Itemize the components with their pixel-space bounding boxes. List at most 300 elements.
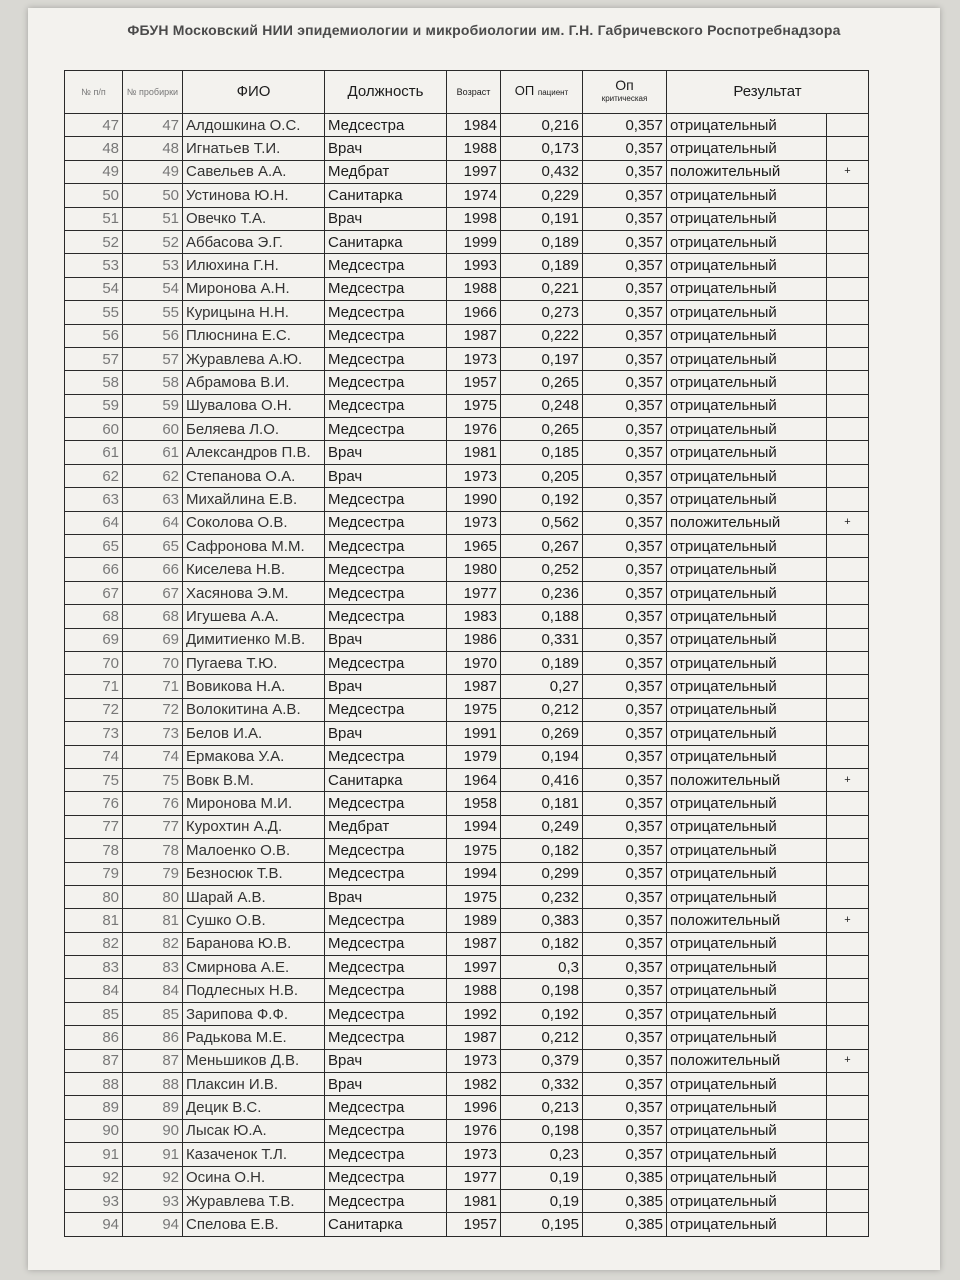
row-op-critical: 0,357 [583,347,667,370]
row-num: 78 [65,839,123,862]
row-op-critical: 0,357 [583,511,667,534]
row-result: положительный [667,768,827,791]
row-name: Плаксин И.В. [183,1073,325,1096]
row-op-critical: 0,357 [583,932,667,955]
row-result: отрицательный [667,347,827,370]
row-num: 90 [65,1119,123,1142]
row-position: Медсестра [325,932,447,955]
row-mark [827,137,869,160]
row-position: Медсестра [325,1166,447,1189]
row-result: отрицательный [667,1166,827,1189]
row-mark [827,277,869,300]
row-num: 55 [65,301,123,324]
row-tube: 67 [123,581,183,604]
row-op-critical: 0,357 [583,698,667,721]
row-op-critical: 0,357 [583,675,667,698]
row-position: Медсестра [325,558,447,581]
row-name: Сушко О.В. [183,909,325,932]
row-tube: 62 [123,464,183,487]
row-op-critical: 0,357 [583,394,667,417]
row-position: Медсестра [325,277,447,300]
row-tube: 86 [123,1026,183,1049]
row-age: 1975 [447,394,501,417]
row-result: отрицательный [667,371,827,394]
row-name: Сафронова М.М. [183,535,325,558]
row-mark [827,1166,869,1189]
row-age: 1977 [447,581,501,604]
row-num: 84 [65,979,123,1002]
row-mark [827,1096,869,1119]
row-result: отрицательный [667,324,827,347]
row-mark [827,675,869,698]
row-age: 1974 [447,184,501,207]
row-mark [827,1213,869,1236]
row-num: 63 [65,488,123,511]
row-num: 69 [65,628,123,651]
row-name: Степанова О.А. [183,464,325,487]
row-op-patient: 0,198 [501,1119,583,1142]
row-mark [827,979,869,1002]
row-num: 81 [65,909,123,932]
row-op-critical: 0,357 [583,1026,667,1049]
row-tube: 72 [123,698,183,721]
row-op-patient: 0,182 [501,932,583,955]
row-op-critical: 0,385 [583,1189,667,1212]
row-position: Медсестра [325,839,447,862]
row-tube: 54 [123,277,183,300]
table-row [65,792,869,815]
row-op-critical: 0,357 [583,956,667,979]
row-name: Савельев А.А. [183,160,325,183]
row-name: Ермакова У.А. [183,745,325,768]
header-op-patient [501,71,583,114]
header-op-critical-main: Оп [615,77,634,93]
table-row [65,1026,869,1049]
row-result: отрицательный [667,651,827,674]
row-tube: 73 [123,722,183,745]
row-tube: 76 [123,792,183,815]
row-age: 1986 [447,628,501,651]
row-op-critical: 0,357 [583,488,667,511]
row-tube: 63 [123,488,183,511]
row-name: Журавлева А.Ю. [183,347,325,370]
table-row [65,1213,869,1236]
table-row [65,441,869,464]
row-age: 1991 [447,722,501,745]
row-position: Медсестра [325,488,447,511]
table-row [65,347,869,370]
row-tube: 53 [123,254,183,277]
row-num: 49 [65,160,123,183]
row-position: Медсестра [325,1096,447,1119]
row-result: отрицательный [667,207,827,230]
row-mark [827,581,869,604]
row-num: 88 [65,1073,123,1096]
row-name: Шарай А.В. [183,885,325,908]
row-mark [827,885,869,908]
row-result: отрицательный [667,254,827,277]
row-num: 73 [65,722,123,745]
row-result: отрицательный [667,137,827,160]
row-op-critical: 0,357 [583,979,667,1002]
row-age: 1957 [447,371,501,394]
row-num: 59 [65,394,123,417]
row-tube: 50 [123,184,183,207]
row-num: 71 [65,675,123,698]
row-tube: 56 [123,324,183,347]
row-age: 1981 [447,1189,501,1212]
row-mark: + [827,1049,869,1072]
row-tube: 68 [123,605,183,628]
row-tube: 59 [123,394,183,417]
row-position: Медсестра [325,114,447,137]
row-op-patient: 0,194 [501,745,583,768]
row-mark [827,114,869,137]
row-tube: 91 [123,1143,183,1166]
row-position: Медсестра [325,254,447,277]
row-result: отрицательный [667,581,827,604]
row-op-critical: 0,357 [583,768,667,791]
row-age: 1994 [447,862,501,885]
row-num: 52 [65,230,123,253]
row-num: 82 [65,932,123,955]
row-op-patient: 0,19 [501,1166,583,1189]
row-num: 51 [65,207,123,230]
row-age: 1992 [447,1002,501,1025]
row-age: 1997 [447,956,501,979]
table-row [65,535,869,558]
row-op-critical: 0,357 [583,628,667,651]
row-tube: 81 [123,909,183,932]
row-op-critical: 0,357 [583,1143,667,1166]
row-op-patient: 0,191 [501,207,583,230]
row-result: отрицательный [667,488,827,511]
header-age: Возраст [447,71,501,114]
row-tube: 87 [123,1049,183,1072]
row-num: 53 [65,254,123,277]
row-tube: 49 [123,160,183,183]
row-num: 80 [65,885,123,908]
row-position: Врач [325,628,447,651]
row-op-critical: 0,357 [583,160,667,183]
row-mark [827,488,869,511]
row-age: 1975 [447,885,501,908]
row-op-critical: 0,357 [583,558,667,581]
row-num: 66 [65,558,123,581]
row-num: 86 [65,1026,123,1049]
row-position: Медсестра [325,862,447,885]
row-tube: 64 [123,511,183,534]
table-row [65,651,869,674]
row-age: 1976 [447,418,501,441]
row-num: 70 [65,651,123,674]
row-mark [827,839,869,862]
row-mark [827,932,869,955]
row-age: 1999 [447,230,501,253]
row-result: отрицательный [667,184,827,207]
row-name: Устинова Ю.Н. [183,184,325,207]
row-position: Медсестра [325,979,447,1002]
row-op-patient: 0,232 [501,885,583,908]
row-position: Медсестра [325,511,447,534]
row-age: 1973 [447,1143,501,1166]
row-op-critical: 0,357 [583,207,667,230]
row-position: Медсестра [325,1143,447,1166]
row-num: 75 [65,768,123,791]
row-position: Врач [325,722,447,745]
row-position: Врач [325,441,447,464]
row-tube: 65 [123,535,183,558]
row-op-critical: 0,357 [583,535,667,558]
row-age: 1990 [447,488,501,511]
row-result: отрицательный [667,932,827,955]
row-op-patient: 0,265 [501,418,583,441]
row-mark [827,418,869,441]
row-mark [827,371,869,394]
table-row [65,675,869,698]
row-mark [827,254,869,277]
row-result: отрицательный [667,464,827,487]
row-tube: 83 [123,956,183,979]
table-row [65,1119,869,1142]
row-op-patient: 0,222 [501,324,583,347]
row-result: отрицательный [667,277,827,300]
header-op-patient-sub: пациент [537,88,569,97]
row-position: Врач [325,1073,447,1096]
row-age: 1980 [447,558,501,581]
row-name: Алдошкина О.С. [183,114,325,137]
row-result: отрицательный [667,418,827,441]
row-op-patient: 0,198 [501,979,583,1002]
row-op-critical: 0,357 [583,651,667,674]
row-name: Игушева А.А. [183,605,325,628]
row-result: отрицательный [667,862,827,885]
row-name: Беляева Л.О. [183,418,325,441]
row-age: 1996 [447,1096,501,1119]
row-op-patient: 0,332 [501,1073,583,1096]
row-op-patient: 0,212 [501,698,583,721]
row-tube: 78 [123,839,183,862]
row-op-critical: 0,357 [583,1002,667,1025]
row-name: Хасянова Э.М. [183,581,325,604]
row-position: Медсестра [325,394,447,417]
row-result: отрицательный [667,1119,827,1142]
row-num: 61 [65,441,123,464]
row-result: отрицательный [667,230,827,253]
row-op-patient: 0,205 [501,464,583,487]
row-mark [827,651,869,674]
row-op-patient: 0,189 [501,230,583,253]
row-name: Подлесных Н.В. [183,979,325,1002]
row-op-critical: 0,357 [583,277,667,300]
header-position: Должность [325,71,447,114]
row-mark [827,558,869,581]
row-name: Миронова М.И. [183,792,325,815]
table-row [65,418,869,441]
row-op-patient: 0,249 [501,815,583,838]
row-tube: 82 [123,932,183,955]
row-position: Медсестра [325,698,447,721]
header-op-critical [583,71,667,114]
row-name: Децик В.С. [183,1096,325,1119]
row-tube: 55 [123,301,183,324]
row-mark: + [827,511,869,534]
table-row [65,184,869,207]
row-age: 1966 [447,301,501,324]
row-name: Михайлина Е.В. [183,488,325,511]
row-result: отрицательный [667,1189,827,1212]
row-op-patient: 0,185 [501,441,583,464]
row-op-patient: 0,236 [501,581,583,604]
row-result: отрицательный [667,885,827,908]
row-num: 68 [65,605,123,628]
row-position: Медсестра [325,1189,447,1212]
row-tube: 80 [123,885,183,908]
row-age: 1988 [447,137,501,160]
document-sheet [28,8,940,1270]
table-row [65,160,869,183]
row-mark [827,722,869,745]
row-op-critical: 0,357 [583,815,667,838]
row-op-patient: 0,188 [501,605,583,628]
row-result: отрицательный [667,698,827,721]
table-row [65,1073,869,1096]
row-age: 1982 [447,1073,501,1096]
table-row [65,885,869,908]
row-num: 83 [65,956,123,979]
row-op-patient: 0,331 [501,628,583,651]
row-op-critical: 0,357 [583,885,667,908]
row-name: Малоенко О.В. [183,839,325,862]
row-op-patient: 0,3 [501,956,583,979]
row-position: Санитарка [325,1213,447,1236]
row-age: 1979 [447,745,501,768]
table-row [65,745,869,768]
row-op-patient: 0,181 [501,792,583,815]
row-num: 57 [65,347,123,370]
row-age: 1973 [447,1049,501,1072]
row-mark [827,301,869,324]
row-position: Санитарка [325,184,447,207]
row-op-critical: 0,357 [583,722,667,745]
row-result: отрицательный [667,722,827,745]
row-op-critical: 0,357 [583,581,667,604]
row-name: Смирнова А.Е. [183,956,325,979]
row-op-patient: 0,229 [501,184,583,207]
row-op-critical: 0,357 [583,230,667,253]
row-mark [827,230,869,253]
row-result: отрицательный [667,535,827,558]
row-op-critical: 0,357 [583,792,667,815]
row-op-patient: 0,269 [501,722,583,745]
row-position: Врач [325,464,447,487]
row-position: Медсестра [325,956,447,979]
row-result: положительный [667,1049,827,1072]
row-tube: 79 [123,862,183,885]
row-op-critical: 0,357 [583,184,667,207]
row-op-critical: 0,357 [583,1049,667,1072]
row-age: 1987 [447,932,501,955]
row-tube: 52 [123,230,183,253]
row-num: 64 [65,511,123,534]
row-name: Журавлева Т.В. [183,1189,325,1212]
header-name: ФИО [183,71,325,114]
row-age: 1973 [447,511,501,534]
row-position: Медсестра [325,371,447,394]
table-row [65,1096,869,1119]
row-position: Врач [325,1049,447,1072]
row-age: 1998 [447,207,501,230]
row-position: Медсестра [325,301,447,324]
row-position: Медсестра [325,792,447,815]
row-age: 1981 [447,441,501,464]
row-op-critical: 0,357 [583,862,667,885]
table-row [65,1002,869,1025]
row-age: 1970 [447,651,501,674]
table-row [65,394,869,417]
row-result: отрицательный [667,1026,827,1049]
row-mark [827,628,869,651]
row-op-patient: 0,212 [501,1026,583,1049]
row-position: Врач [325,885,447,908]
table-row [65,839,869,862]
row-mark [827,535,869,558]
row-age: 1977 [447,1166,501,1189]
table-row [65,324,869,347]
row-name: Баранова Ю.В. [183,932,325,955]
row-num: 92 [65,1166,123,1189]
row-num: 72 [65,698,123,721]
row-tube: 60 [123,418,183,441]
row-tube: 84 [123,979,183,1002]
row-age: 1957 [447,1213,501,1236]
row-num: 50 [65,184,123,207]
row-tube: 88 [123,1073,183,1096]
row-mark [827,792,869,815]
row-op-patient: 0,192 [501,1002,583,1025]
table-row [65,1166,869,1189]
row-result: отрицательный [667,792,827,815]
row-op-critical: 0,385 [583,1166,667,1189]
table-row [65,254,869,277]
row-position: Санитарка [325,230,447,253]
row-position: Медсестра [325,1119,447,1142]
row-op-critical: 0,357 [583,745,667,768]
row-position: Санитарка [325,768,447,791]
row-op-critical: 0,357 [583,137,667,160]
row-op-critical: 0,357 [583,441,667,464]
row-name: Илюхина Г.Н. [183,254,325,277]
row-mark [827,184,869,207]
row-op-patient: 0,267 [501,535,583,558]
row-name: Вовк В.М. [183,768,325,791]
row-op-critical: 0,357 [583,418,667,441]
row-op-critical: 0,357 [583,1119,667,1142]
row-tube: 66 [123,558,183,581]
table-row [65,371,869,394]
table-row [65,722,869,745]
header-num: № п/п [65,71,123,114]
row-mark [827,1143,869,1166]
row-op-patient: 0,189 [501,254,583,277]
row-name: Шувалова О.Н. [183,394,325,417]
table-row [65,605,869,628]
row-age: 1975 [447,698,501,721]
row-op-patient: 0,273 [501,301,583,324]
row-tube: 70 [123,651,183,674]
row-op-patient: 0,182 [501,839,583,862]
row-name: Аббасова Э.Г. [183,230,325,253]
